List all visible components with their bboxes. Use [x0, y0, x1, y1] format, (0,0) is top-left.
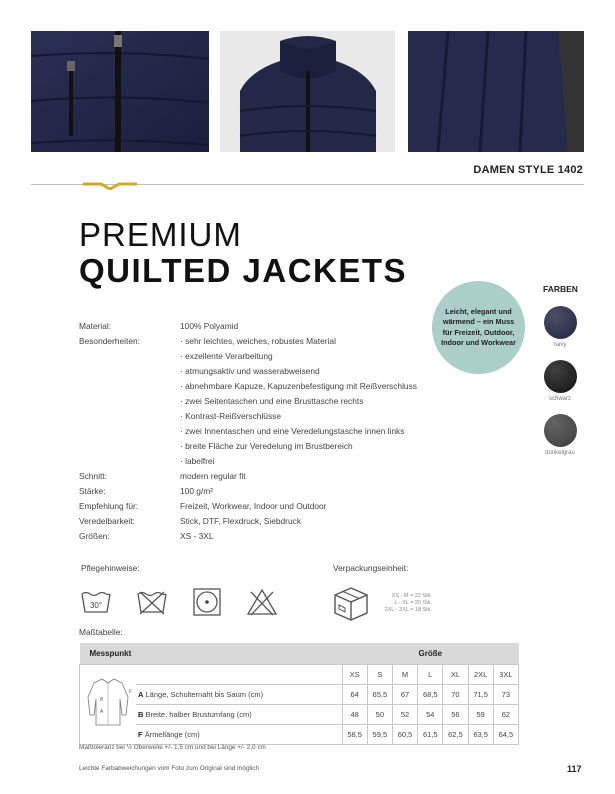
table-cell: 63,5 [468, 724, 493, 744]
no-bleach-icon [136, 588, 168, 616]
feature-item: · breite Fläche zur Veredelung im Brustbereich [180, 441, 353, 451]
spec-row-weight [79, 484, 417, 499]
packaging-line: XS - M = 22 Stk. [391, 593, 432, 599]
product-photo-collar [220, 31, 395, 152]
spec-key: Größen: [79, 531, 110, 541]
product-title-line1: PREMIUM [79, 216, 242, 253]
table-row [80, 704, 519, 724]
size-header: 3XL [493, 664, 518, 684]
highlight-bubble [432, 281, 525, 374]
jacket-diagram-icon [80, 673, 136, 733]
table-cell: 70 [443, 684, 468, 704]
spec-key: Schnitt: [79, 471, 107, 481]
feature-item: · zwei Innentaschen und eine Veredelungstasche innen links [180, 426, 405, 436]
package-box-icon [331, 583, 371, 623]
spec-key: Material: [79, 321, 112, 331]
table-cell: 73 [493, 684, 518, 704]
table-cell: 62,5 [443, 724, 468, 744]
packaging-lines [370, 593, 432, 614]
messpunkt-header: Messpunkt [80, 643, 343, 664]
spec-row-recommendation [79, 499, 417, 514]
size-header: XL [443, 664, 468, 684]
svg-text:A: A [100, 709, 104, 715]
spec-list [79, 319, 417, 544]
size-header: M [392, 664, 417, 684]
packaging-line: L - XL = 20 Stk. [394, 600, 432, 606]
feature-item: · abnehmbare Kapuze, Kapuzenbefestigung mit Reißverschluss [180, 381, 417, 391]
spec-row-finishing [79, 514, 417, 529]
table-cell: 59 [468, 704, 493, 724]
wash-temp-text: 30° [89, 601, 103, 610]
tumble-dry-icon [191, 588, 223, 616]
spec-key: Empfehlung für: [79, 501, 139, 511]
size-table-header [80, 643, 519, 664]
table-cell: 71,5 [468, 684, 493, 704]
packaging-line: 2XL - 3XL = 18 Stk. [384, 607, 432, 613]
care-instructions-label: Pflegehinweise: [81, 563, 140, 573]
measure-label: A Länge, Schulternaht bis Saum (cm) [136, 684, 342, 704]
tolerance-note: Maßtoleranz bei ½ Oberweite +/- 1,5 cm und bei Länge +/- 2,0 cm [79, 744, 266, 751]
spec-row-fit [79, 469, 417, 484]
spec-key: Veredelbarkeit: [79, 516, 135, 526]
no-bleach-triangle-icon [246, 588, 278, 616]
table-cell: 61,5 [418, 724, 443, 744]
table-cell: 64 [342, 684, 367, 704]
feature-item: · zwei Seitentaschen und eine Brusttasche rechts [180, 396, 364, 406]
table-cell: 65,5 [367, 684, 392, 704]
spec-row-features [79, 334, 417, 469]
spec-value: 100 g/m² [180, 486, 214, 496]
page-number: 117 [567, 764, 582, 774]
spec-value: modern regular fit [180, 471, 246, 481]
spec-key: Besonderheiten: [79, 336, 140, 346]
table-cell: 67 [392, 684, 417, 704]
table-row [80, 724, 519, 744]
table-cell: 68,5 [418, 684, 443, 704]
svg-text:F: F [129, 689, 133, 695]
table-cell: 62 [493, 704, 518, 724]
color-swatch-schwarz[interactable] [544, 360, 577, 393]
table-cell: 60,5 [392, 724, 417, 744]
svg-text:B: B [100, 697, 104, 703]
groesse-header: Größe [342, 643, 518, 664]
size-header: L [418, 664, 443, 684]
product-title-line2: QUILTED JACKETS [79, 252, 408, 289]
feature-item: · atmungsaktiv und wasserabweisend [180, 366, 320, 376]
spec-value: XS - 3XL [180, 531, 214, 541]
spec-row-sizes [79, 529, 417, 544]
feature-item: · sehr leichtes, weiches, robustes Material [180, 336, 336, 346]
size-header: 2XL [468, 664, 493, 684]
size-header: S [367, 664, 392, 684]
colors-title: FARBEN [543, 284, 578, 294]
wash-30-icon [80, 588, 112, 616]
chevron-accent-icon [83, 178, 137, 190]
measure-label: B Breite, halber Brustumfang (cm) [136, 704, 342, 724]
size-table-label: Maßtabelle: [79, 627, 123, 637]
size-header: XS [342, 664, 367, 684]
color-label-navy: navy [553, 342, 567, 348]
feature-item: · Kontrast-Reißverschlüsse [180, 411, 281, 421]
spec-value: Stick, DTF, Flexdruck, Siebdruck [180, 516, 302, 526]
feature-item: · exzellente Verarbeitung [180, 351, 273, 361]
size-row [80, 664, 519, 684]
table-cell: 64,5 [493, 724, 518, 744]
table-cell: 58,5 [342, 724, 367, 744]
spec-key: Stärke: [79, 486, 106, 496]
spec-value: 100% Polyamid [180, 321, 239, 331]
table-cell: 48 [342, 704, 367, 724]
highlight-bubble-text: Leicht, elegant und wärmend – ein Muss für Freizeit, Outdoor, Indoor und Workwear [441, 306, 516, 347]
packaging-unit-label: Verpackungseinheit: [333, 563, 409, 573]
color-label-schwarz: schwarz [548, 396, 571, 402]
table-row [80, 684, 519, 704]
footer-note: Leichte Farbabweichungen vom Foto zum Original sind möglich [79, 765, 260, 772]
product-photo-sleeve-cuff [408, 31, 584, 152]
table-cell: 56 [443, 704, 468, 724]
feature-item: · labelfrei [180, 456, 215, 466]
color-swatch-dunkelgrau[interactable] [544, 414, 577, 447]
color-swatch-navy[interactable] [544, 306, 577, 339]
product-photo-zipper-pocket [31, 31, 209, 152]
table-cell: 52 [392, 704, 417, 724]
size-table [79, 643, 519, 745]
table-cell: 54 [418, 704, 443, 724]
spec-value: Freizeit, Workwear, Indoor und Outdoor [180, 501, 327, 511]
color-label-dunkelgrau: dunkelgrau [545, 450, 575, 456]
style-number-label: DAMEN STYLE 1402 [473, 164, 583, 176]
measure-label: F Ärmellänge (cm) [136, 724, 342, 744]
spec-row-material [79, 319, 417, 334]
table-cell: 59,5 [367, 724, 392, 744]
jacket-diagram [80, 664, 137, 744]
table-cell: 50 [367, 704, 392, 724]
